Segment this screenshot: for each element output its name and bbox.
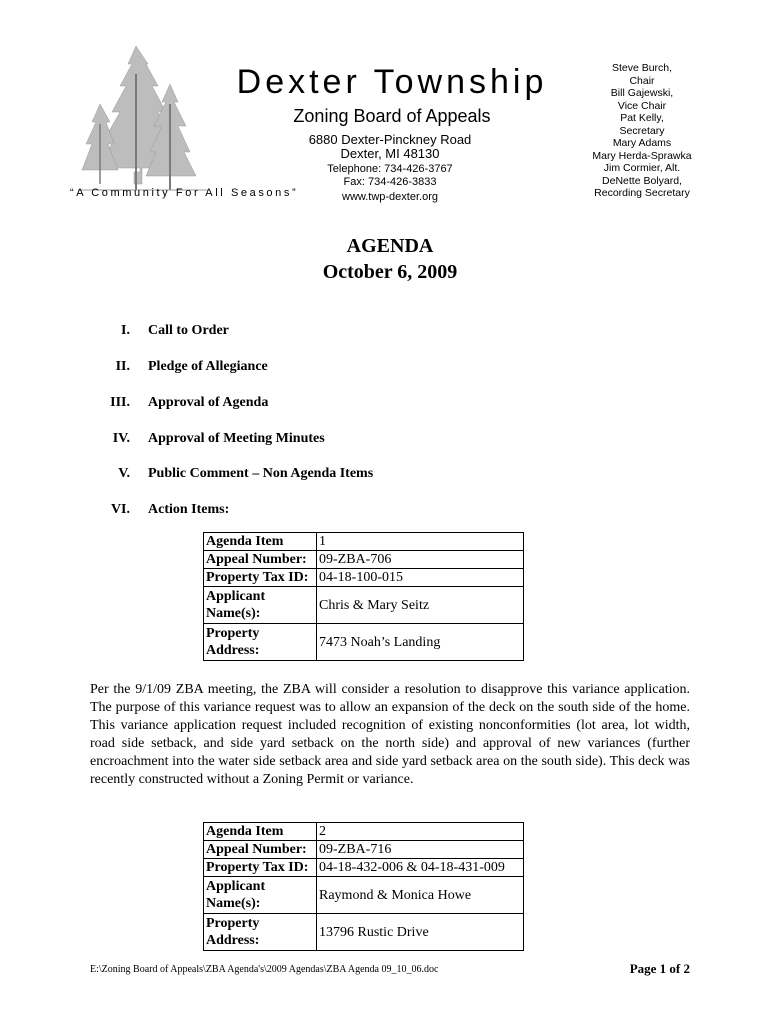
officer-line: Jim Cormier, Alt. (603, 162, 681, 174)
officer-line: Bill Gajewski, (610, 87, 674, 99)
item-number: IV. (112, 431, 130, 446)
table-row (204, 569, 524, 587)
property-address-label: Property Address: (204, 624, 317, 661)
township-title: Dexter Township (236, 63, 548, 101)
agenda-item-value: 1 (317, 533, 524, 551)
item-number: I. (121, 323, 130, 338)
address-line-2: Dexter, MI 48130 (340, 146, 440, 161)
item-label: Approval of Meeting Minutes (148, 431, 325, 446)
tax-id-label: Property Tax ID: (204, 569, 317, 587)
pine-trees-icon (78, 44, 208, 194)
page-number: Page 1 of 2 (629, 961, 690, 976)
officer-line: Mary Herda-Sprawka (592, 149, 692, 162)
officer-line: Vice Chair (617, 99, 667, 112)
appeal-number-value: 09-ZBA-716 (317, 841, 524, 859)
officer-line: DeNette Bolyard, (602, 174, 682, 187)
appeal-number-label: Appeal Number: (204, 841, 317, 859)
officer-line: Steve Burch, (611, 62, 673, 74)
case-1-description: Per the 9/1/09 ZBA meeting, the ZBA will consider a resolution to disapprove this variance application. The purpose of this variance request was to allow an expansion of the deck on the south side of the home. This variance application request included recognition of existing nonconformities (lot area, lot width, road side setback, and side yard setback on the north side) and approval of new variances (further encroachment into the water side setback area and side yard setback area on the south side). This deck was recently constructed without a Zoning Permit or variance. (90, 682, 690, 787)
property-address-value: 13796 Rustic Drive (317, 914, 524, 951)
table-row (204, 914, 524, 951)
motto: “A Community For All Seasons” (70, 187, 299, 199)
officer-line: Secretary (619, 124, 665, 137)
address-line-1: 6880 Dexter-Pinckney Road (308, 132, 472, 147)
case-table-2 (203, 822, 524, 951)
item-label: Approval of Agenda (148, 395, 269, 410)
applicant-value: Chris & Mary Seitz (317, 587, 524, 624)
table-row (204, 841, 524, 859)
table-row (204, 551, 524, 569)
agenda-item-value: 2 (317, 823, 524, 841)
table-row (204, 587, 524, 624)
board-subtitle: Zoning Board of Appeals (293, 106, 491, 126)
officer-line: Mary Adams (612, 137, 672, 149)
agenda-date: October 6, 2009 (322, 261, 458, 283)
website: www.twp-dexter.org (342, 191, 438, 203)
applicant-value: Raymond & Monica Howe (317, 877, 524, 914)
item-label: Action Items: (148, 502, 230, 517)
tax-id-value: 04-18-432-006 & 04-18-431-009 (317, 859, 524, 877)
item-number: III. (110, 395, 130, 410)
officer-line: Chair (629, 74, 655, 87)
agenda-item-label: Agenda Item (204, 533, 317, 551)
file-path: E:\Zoning Board of Appeals\ZBA Agenda's\2009 Agendas\ZBA Agenda 09_10_06.doc (90, 964, 439, 975)
property-address-label: Property Address: (204, 914, 317, 951)
officer-list (578, 62, 706, 200)
fax: Fax: 734-426-3833 (343, 176, 437, 188)
applicant-label: Applicant Name(s): (204, 587, 317, 624)
telephone: Telephone: 734-426-3767 (327, 163, 453, 175)
tax-id-label: Property Tax ID: (204, 859, 317, 877)
item-number: VI. (110, 502, 130, 517)
tax-id-value: 04-18-100-015 (317, 569, 524, 587)
item-label: Call to Order (148, 323, 229, 338)
officer-line: Recording Secretary (594, 187, 690, 199)
appeal-number-value: 09-ZBA-706 (317, 551, 524, 569)
agenda-item-label: Agenda Item (204, 823, 317, 841)
applicant-label: Applicant Name(s): (204, 877, 317, 914)
agenda-heading: AGENDA (346, 235, 434, 257)
item-number: II. (115, 359, 130, 374)
case-table-1 (203, 532, 524, 661)
appeal-number-label: Appeal Number: (204, 551, 317, 569)
table-row (204, 624, 524, 661)
table-row (204, 859, 524, 877)
item-label: Public Comment – Non Agenda Items (148, 466, 374, 481)
table-row (204, 533, 524, 551)
item-label: Pledge of Allegiance (148, 359, 268, 374)
officer-line: Pat Kelly, (620, 112, 664, 124)
item-number: V. (118, 466, 130, 481)
table-row (204, 823, 524, 841)
table-row (204, 877, 524, 914)
property-address-value: 7473 Noah’s Landing (317, 624, 524, 661)
